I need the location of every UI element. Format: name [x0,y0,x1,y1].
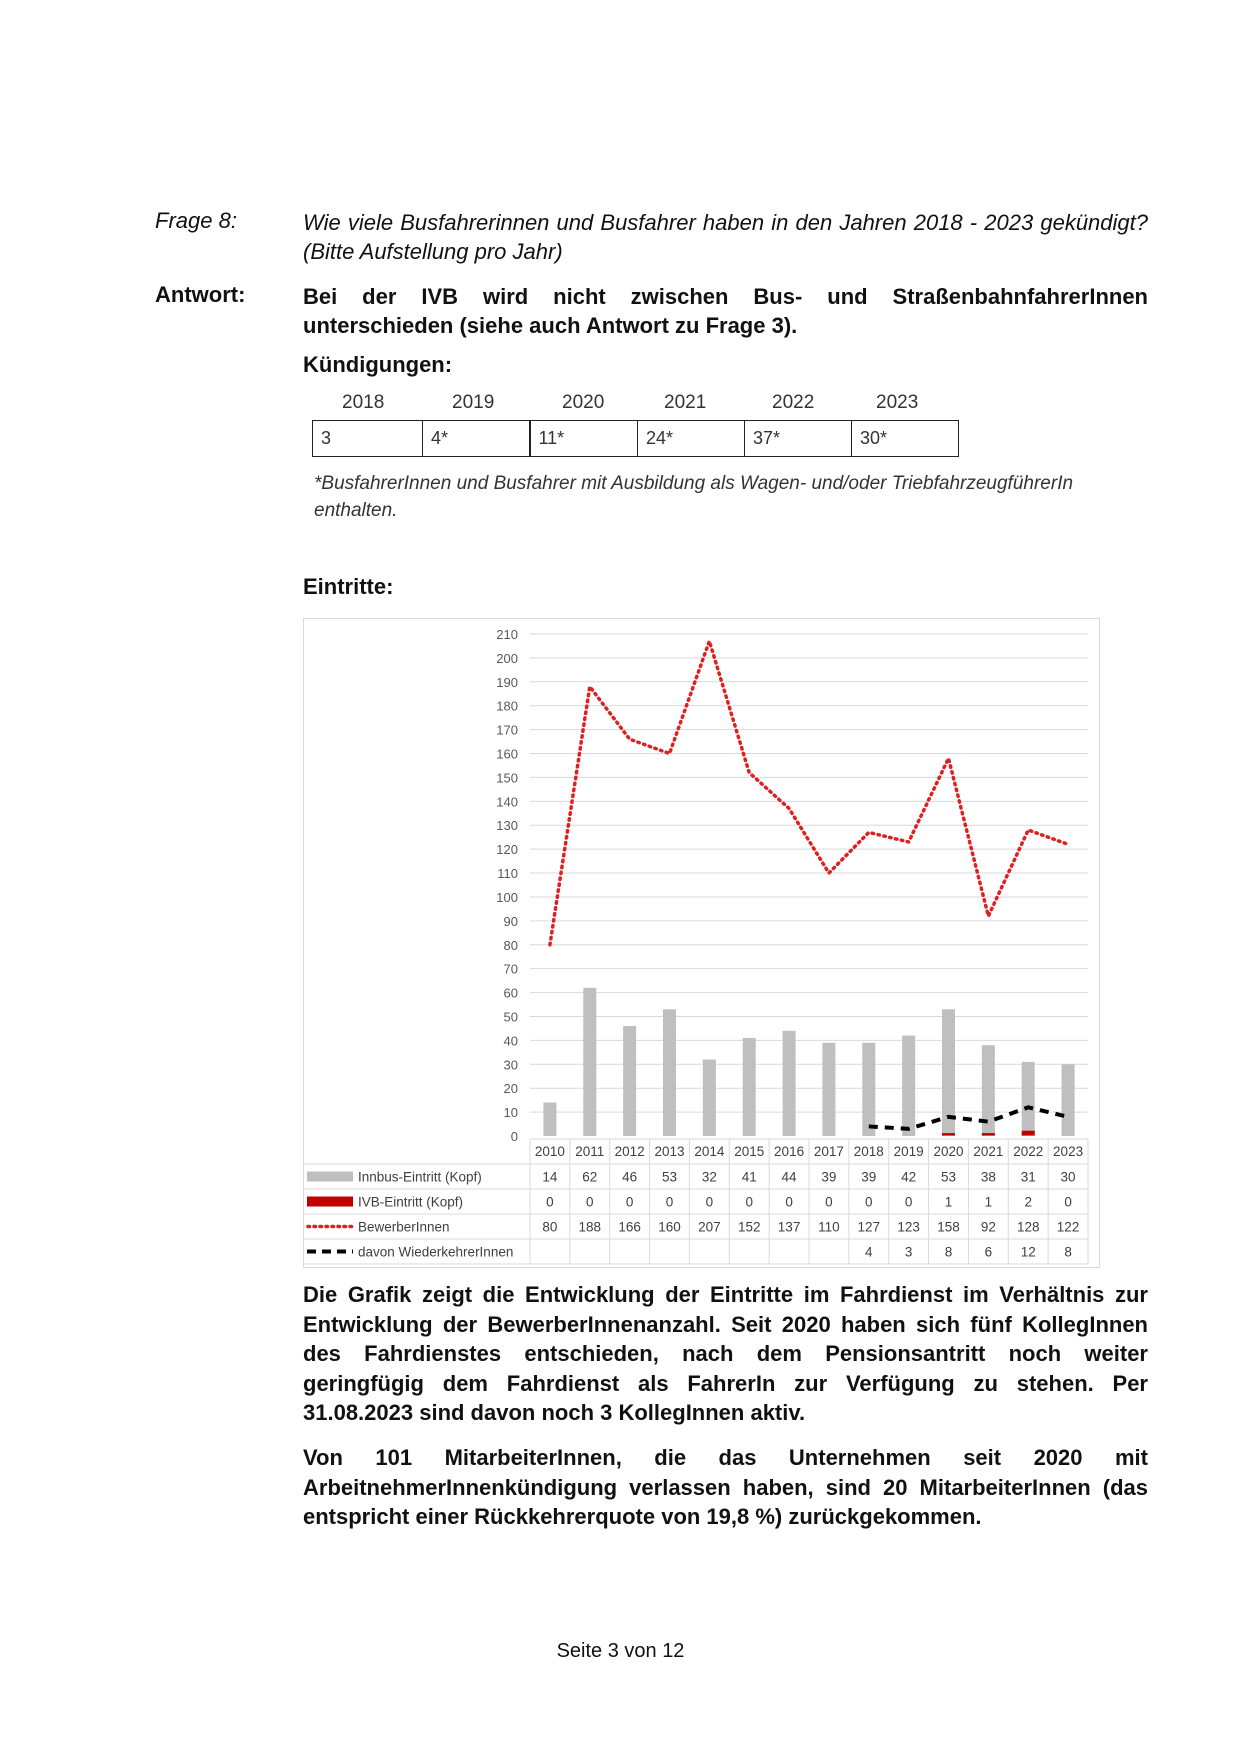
data-label: 0 [546,1194,554,1210]
legend-label: davon WiederkehrerInnen [358,1244,514,1260]
data-label: 53 [940,1169,957,1185]
bar-innbus [862,1043,875,1136]
y-tick-label: 150 [496,770,518,786]
paragraph-rueckkehrer: Von 101 MitarbeiterInnen, die das Unternehmen seit 2020 mit ArbeitnehmerInnenkündigung verlassen haben, sind 20 MitarbeiterInnen (das entspricht einer Rückkehrerquote von 19,8 %) zurückgekommen. [303,1445,1148,1529]
data-label: 0 [785,1194,793,1210]
data-label: 123 [897,1219,920,1235]
kuendigungen-year-header [312,392,968,420]
data-label: 80 [542,1219,558,1235]
legend-label: Innbus-Eintritt (Kopf) [358,1169,482,1185]
data-label: 0 [665,1194,674,1210]
y-tick-label: 100 [496,889,518,905]
data-label: 62 [582,1169,598,1185]
data-label: 110 [818,1219,840,1235]
bar-innbus [822,1043,835,1136]
data-label: 1 [944,1194,953,1210]
bar-innbus [663,1009,676,1136]
bar-innbus [743,1038,756,1136]
data-label: 92 [980,1219,996,1235]
x-tick-label: 2019 [893,1144,924,1159]
data-label: 0 [586,1194,594,1210]
year-label: 2019 [452,392,495,413]
y-tick-label: 110 [497,866,518,882]
y-tick-label: 180 [496,698,518,714]
x-tick-label: 2021 [973,1144,1004,1159]
data-label: 3 [904,1244,913,1260]
y-tick-label: 0 [510,1129,518,1144]
x-tick-label: 2016 [774,1144,805,1159]
y-tick-label: 90 [503,913,518,929]
y-tick-label: 190 [496,674,518,690]
table-cell: 4* [423,421,530,457]
x-tick-label: 2015 [734,1144,765,1159]
data-label: 8 [944,1244,953,1260]
bar-innbus [783,1031,796,1136]
x-tick-label: 2023 [1053,1144,1084,1159]
kuendigungen-table [312,420,959,457]
data-label: 0 [904,1194,913,1210]
x-tick-label: 2012 [614,1144,645,1159]
data-label: 6 [984,1244,993,1260]
eintritte-heading: Eintritte: [303,574,394,599]
x-tick-label: 2018 [853,1144,884,1159]
data-label: 0 [705,1194,714,1210]
y-tick-label: 70 [503,961,518,977]
y-tick-label: 80 [503,937,518,953]
bar-ivb [942,1133,955,1135]
bar-ivb [982,1133,995,1135]
paragraph-grafik: Die Grafik zeigt die Entwicklung der Eintritte im Fahrdienst im Verhältnis zur Entwicklung der BewerberInnenanzahl. Seit 2020 haben sich fünf KollegInnen des Fahrdienstes entschieden, nach dem Pensionsantritt noch weiter geringfügig dem Fahrdienst als FahrerIn zur Verfügung zu stehen. Per 31.08.2023 sind davon noch 3 KollegInnen aktiv. [303,1282,1148,1425]
x-tick-label: 2014 [694,1144,725,1159]
bar-innbus [623,1026,636,1136]
data-label: 122 [1056,1219,1080,1235]
data-label: 44 [781,1169,797,1185]
data-label: 160 [658,1219,681,1235]
page-footer: Seite 3 von 12 [556,1640,685,1662]
y-tick-label: 170 [496,722,518,738]
data-label: 2 [1024,1194,1032,1210]
answer-text: Bei der IVB wird nicht zwischen Bus- und StraßenbahnfahrerInnen unterschieden (siehe auch Antwort zu Frage 3). [303,284,1148,338]
year-label: 2022 [772,392,815,413]
data-label: 137 [777,1219,801,1235]
bar-innbus [1022,1062,1035,1136]
x-tick-label: 2020 [933,1144,964,1159]
data-label: 53 [661,1169,678,1185]
bar-innbus [902,1036,915,1136]
legend-label: BewerberInnen [358,1219,450,1235]
legend-key [307,1172,353,1182]
y-tick-label: 50 [503,1009,518,1025]
x-tick-label: 2010 [534,1144,565,1159]
data-label: 30 [1060,1169,1076,1185]
legend-label: IVB-Eintritt (Kopf) [358,1194,464,1210]
table-cell: 24* [638,421,745,457]
data-label: 0 [1064,1194,1072,1210]
year-label: 2020 [562,392,605,413]
year-label: 2021 [664,392,707,413]
y-tick-label: 40 [503,1033,518,1049]
data-label: 128 [1016,1219,1040,1235]
data-label: 207 [698,1219,721,1235]
data-label: 8 [1064,1244,1072,1260]
year-label: 2023 [876,392,919,413]
x-tick-label: 2011 [575,1144,605,1159]
data-label: 39 [861,1169,877,1185]
data-label: 158 [937,1219,960,1235]
data-label: 46 [622,1169,638,1185]
y-tick-label: 130 [496,818,518,834]
data-label: 0 [625,1194,634,1210]
data-label: 0 [825,1194,833,1210]
year-label: 2018 [342,392,385,413]
bar-innbus [583,988,596,1136]
kuendigungen-heading: Kündigungen: [303,352,453,377]
data-label: 32 [701,1169,717,1185]
y-tick-label: 160 [496,746,518,762]
y-tick-label: 140 [496,794,518,810]
data-label: 14 [542,1169,558,1185]
x-tick-label: 2022 [1013,1144,1044,1159]
question-label: Frage 8: [155,208,237,233]
data-label: 38 [980,1169,996,1185]
x-tick-label: 2017 [813,1144,844,1159]
kuendigungen-footnote: *BusfahrerInnen und Busfahrer mit Ausbildung als Wagen- und/oder TriebfahrzeugführerIn enthalten. [314,473,1074,521]
y-tick-label: 20 [503,1081,518,1097]
table-row [313,421,959,457]
data-label: 1 [984,1194,993,1210]
table-cell: 3 [313,421,423,457]
data-label: 166 [618,1219,641,1235]
data-label: 4 [865,1244,873,1260]
y-tick-label: 10 [503,1105,518,1121]
answer-label: Antwort: [155,282,246,307]
data-label: 0 [745,1194,753,1210]
bar-innbus [1062,1064,1075,1136]
data-label: 31 [1020,1169,1036,1185]
y-tick-label: 30 [503,1057,518,1073]
table-cell: 37* [745,421,852,457]
data-label: 127 [857,1219,881,1235]
eintritte-chart [303,618,1100,1268]
y-tick-label: 200 [496,650,518,666]
bar-ivb [1022,1131,1035,1136]
bar-innbus [543,1103,556,1136]
data-label: 152 [737,1219,761,1235]
data-label: 42 [901,1169,917,1185]
legend-key [307,1197,353,1207]
table-cell: 30* [852,421,959,457]
question-text: Wie viele Busfahrerinnen und Busfahrer haben in den Jahren 2018 - 2023 gekündigt? (Bitte Aufstellung pro Jahr) [303,210,1148,264]
data-label: 0 [865,1194,873,1210]
data-label: 41 [741,1169,757,1185]
data-label: 39 [821,1169,837,1185]
y-tick-label: 60 [503,985,518,1001]
table-cell: 11* [530,421,638,457]
x-tick-label: 2013 [654,1144,685,1159]
y-tick-label: 210 [496,627,518,642]
bar-innbus [703,1060,716,1136]
data-label: 188 [578,1219,602,1235]
y-tick-label: 120 [496,842,518,858]
data-label: 12 [1020,1244,1036,1260]
